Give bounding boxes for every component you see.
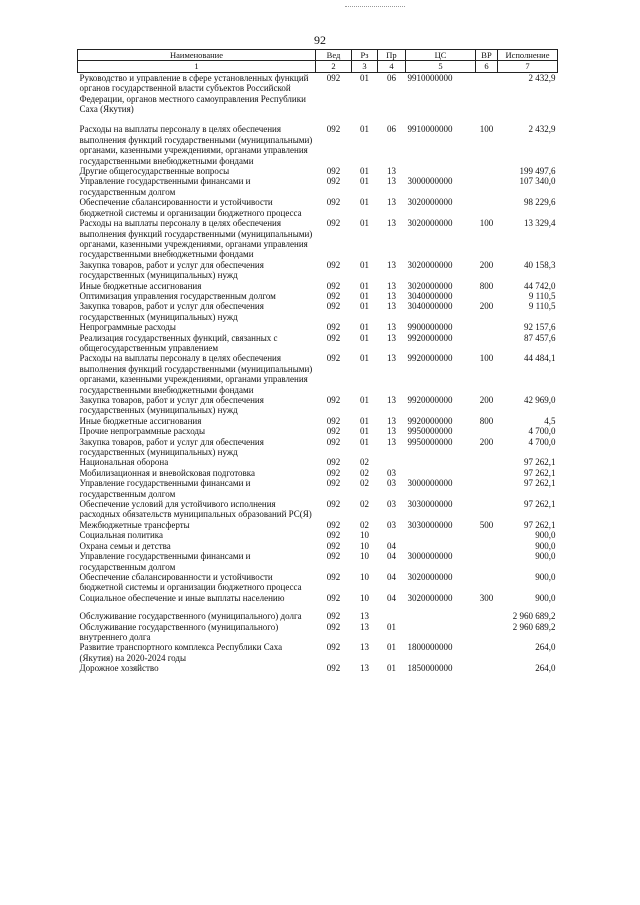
col-header-name: Наименование <box>78 50 316 61</box>
row-name: Закупка товаров, работ и услуг для обеспечения государственных (муниципальных) нужд <box>79 301 264 322</box>
row-rz: 01 <box>360 301 369 312</box>
row-vea: 092 <box>326 395 341 405</box>
row-sum: 9 110,5 <box>528 301 556 312</box>
row-pr: 04 <box>387 540 396 551</box>
row-cs <box>406 541 476 551</box>
row-vea: 092 <box>326 457 341 468</box>
row-vr <box>476 541 498 551</box>
row-name: Управление государственными финансами и государственным долгом <box>79 176 251 197</box>
row-cs: 3000000000 <box>407 551 453 562</box>
row-name: Дорожное хозяйство <box>79 663 159 674</box>
row-rz: 10 <box>360 571 369 582</box>
row-sum: 900,0 <box>535 571 556 582</box>
row-rz: 13 <box>360 611 369 622</box>
row-vea: 092 <box>326 166 341 177</box>
col-header-vea: Вед <box>316 50 352 61</box>
row-pr: 13 <box>387 176 396 187</box>
row-rz: 10 <box>360 551 369 562</box>
table-row <box>78 499 558 520</box>
row-name: Иные бюджетные ассигнования <box>79 415 202 426</box>
row-sum: 2 432,9 <box>528 124 556 135</box>
row-sum: 97 262,1 <box>524 519 556 530</box>
table-row <box>78 572 558 593</box>
row-vea: 092 <box>326 332 341 343</box>
row-vr: 500 <box>479 519 494 530</box>
row-vr <box>476 291 498 301</box>
row-pr: 03 <box>387 519 396 530</box>
row-rz: 01 <box>360 124 369 135</box>
header-number-row <box>78 61 558 72</box>
row-rz: 01 <box>360 259 369 270</box>
row-name: Национальная оборона <box>79 457 169 468</box>
row-rz: 02 <box>360 499 369 510</box>
row-pr: 13 <box>387 426 396 437</box>
row-vr <box>476 176 498 197</box>
row-vr: 200 <box>479 436 494 447</box>
row-vr: 200 <box>479 259 494 270</box>
row-vr <box>476 530 498 540</box>
row-vr: 100 <box>479 353 494 364</box>
row-name: Обеспечение сбалансированности и устойчивости бюджетной системы и организации бюджетного процесса <box>79 197 302 218</box>
row-pr: 13 <box>387 353 396 364</box>
row-vea: 092 <box>326 530 341 541</box>
row-cs: 3000000000 <box>407 176 453 187</box>
row-name: Руководство и управление в сфере установленных функций органов государственной власти субъектов Российской Федерации, органов местного самоуправления Республики Саха (Якутия) <box>79 72 309 115</box>
row-vr: 200 <box>479 301 494 312</box>
row-name: Социальное обеспечение и иные выплаты населению <box>79 592 285 603</box>
row-pr: 01 <box>387 642 396 653</box>
row-sum: 44 484,1 <box>524 353 556 364</box>
row-pr: 13 <box>387 280 396 291</box>
table-row <box>78 530 558 540</box>
row-cs: 9900000000 <box>407 322 453 333</box>
row-sum: 900,0 <box>535 530 556 541</box>
row-vea: 092 <box>326 642 341 653</box>
row-vr <box>476 468 498 478</box>
row-rz: 02 <box>360 519 369 530</box>
row-name: Управление государственными финансами и государственным долгом <box>79 478 251 499</box>
row-sum: 44 742,0 <box>524 280 556 291</box>
row-vr <box>476 72 498 114</box>
row-pr: 06 <box>387 72 396 83</box>
row-sum: 97 262,1 <box>524 467 556 478</box>
row-vr: 200 <box>479 395 494 405</box>
row-name: Обслуживание государственного (муниципального) внутреннего долга <box>79 621 279 642</box>
row-rz: 01 <box>360 197 369 208</box>
table-row <box>78 72 558 114</box>
row-pr: 13 <box>387 332 396 343</box>
row-vea: 092 <box>326 611 341 622</box>
table-row <box>78 260 558 281</box>
row-sum: 42 969,0 <box>524 395 556 405</box>
row-vea: 092 <box>326 280 341 291</box>
row-sum: 4,5 <box>544 415 556 426</box>
row-cs: 9950000000 <box>407 436 453 447</box>
row-sum: 900,0 <box>535 540 556 551</box>
row-cs: 3040000000 <box>407 301 453 312</box>
row-name: Обеспечение сбалансированности и устойчивости бюджетной системы и организации бюджетного процесса <box>79 571 302 593</box>
row-vea: 092 <box>326 218 341 229</box>
row-vr <box>476 642 498 663</box>
row-rz: 01 <box>360 72 369 83</box>
row-cs: 9920000000 <box>407 332 453 343</box>
row-cs <box>406 166 476 176</box>
row-pr <box>378 603 406 621</box>
row-rz: 01 <box>360 395 369 405</box>
page-number: 92 <box>314 33 326 47</box>
row-sum: 97 262,1 <box>524 499 556 510</box>
row-rz: 10 <box>360 530 369 541</box>
row-vea: 092 <box>326 72 341 83</box>
row-pr: 03 <box>387 478 396 489</box>
table-row <box>78 291 558 301</box>
scan-artifact <box>345 6 405 9</box>
row-name: Реализация государственных функций, связанных с общегосударственным управлением <box>79 332 278 353</box>
row-pr: 13 <box>387 322 396 333</box>
row-vr <box>476 166 498 176</box>
row-vea: 092 <box>326 301 341 312</box>
row-vea: 092 <box>326 290 341 301</box>
row-cs: 3000000000 <box>407 478 453 489</box>
col-number: 7 <box>498 61 558 72</box>
row-pr: 13 <box>387 395 396 405</box>
row-name: Оптимизация управления государственным долгом <box>79 290 276 301</box>
row-vr <box>476 572 498 593</box>
table-row <box>78 541 558 551</box>
row-name: Закупка товаров, работ и услуг для обеспечения государственных (муниципальных) нужд <box>79 436 264 458</box>
row-rz: 01 <box>360 332 369 343</box>
table-row <box>78 301 558 322</box>
table-row <box>78 395 558 416</box>
row-cs: 3040000000 <box>407 290 453 301</box>
row-pr: 04 <box>387 571 396 582</box>
row-sum: 2 960 689,2 <box>512 621 556 632</box>
row-cs: 1800000000 <box>407 642 453 653</box>
row-vea: 092 <box>326 436 341 447</box>
row-sum: 92 157,6 <box>524 322 556 333</box>
row-pr: 13 <box>387 218 396 229</box>
row-sum: 98 229,6 <box>524 197 556 208</box>
col-header-sum: Исполнение <box>498 50 558 61</box>
row-rz: 01 <box>360 415 369 426</box>
row-rz: 13 <box>360 642 369 653</box>
row-name: Закупка товаров, работ и услуг для обеспечения государственных (муниципальных) нужд <box>79 395 264 416</box>
row-name: Расходы на выплаты персоналу в целях обеспечения выполнения функций государственными (муниципальными) органами, казенными учреждениями, органами управления государственными внебюджетными фондами <box>79 124 313 166</box>
row-name: Социальная политика <box>79 530 163 541</box>
row-vea: 092 <box>326 621 341 632</box>
row-sum: 97 262,1 <box>524 457 556 468</box>
budget-table <box>77 49 558 674</box>
row-cs <box>406 603 476 621</box>
table-row <box>78 457 558 467</box>
row-vr: 800 <box>479 280 494 291</box>
row-sum: 87 457,6 <box>524 332 556 343</box>
row-pr: 13 <box>387 259 396 270</box>
row-pr <box>378 457 406 467</box>
col-number: 1 <box>78 61 316 72</box>
row-rz: 01 <box>360 166 369 177</box>
row-name: Непрограммные расходы <box>79 322 176 333</box>
col-number: 3 <box>352 61 378 72</box>
row-vr <box>476 622 498 643</box>
row-pr: 13 <box>387 436 396 447</box>
row-vr <box>476 603 498 621</box>
col-header-rz: Рз <box>352 50 378 61</box>
row-sum: 9 110,5 <box>528 290 556 301</box>
table-row <box>78 416 558 426</box>
row-rz: 02 <box>360 478 369 489</box>
row-pr: 01 <box>387 663 396 674</box>
row-vr <box>476 478 498 499</box>
row-cs: 1850000000 <box>407 663 453 674</box>
row-sum: 97 262,1 <box>524 478 556 489</box>
row-rz: 02 <box>360 457 369 468</box>
row-rz: 13 <box>360 663 369 674</box>
row-pr: 03 <box>387 499 396 510</box>
row-cs: 9920000000 <box>407 395 453 405</box>
table-row <box>78 478 558 499</box>
table-row <box>78 197 558 218</box>
row-name: Прочие непрограммные расходы <box>79 426 206 437</box>
row-cs: 3020000000 <box>407 592 453 603</box>
row-name: Обеспечение условий для устойчивого исполнения расходных обязательств муниципальных образований РС(Я) <box>79 499 312 520</box>
table-row <box>78 468 558 478</box>
row-rz: 01 <box>360 426 369 437</box>
row-cs: 9920000000 <box>407 353 453 364</box>
row-cs <box>406 457 476 467</box>
table-row <box>78 322 558 332</box>
table-row <box>78 218 558 260</box>
row-vea: 092 <box>326 519 341 530</box>
row-sum: 13 329,4 <box>524 218 556 229</box>
row-vr: 100 <box>479 124 494 135</box>
row-vr <box>476 322 498 332</box>
row-sum: 40 158,3 <box>524 259 556 270</box>
table-row <box>78 333 558 354</box>
row-vea: 092 <box>326 415 341 426</box>
row-name: Развитие транспортного комплекса Республики Саха (Якутия) на 2020-2024 годы <box>79 642 283 663</box>
row-vr <box>476 663 498 673</box>
row-pr <box>378 530 406 540</box>
row-vea: 092 <box>326 353 341 364</box>
row-vr <box>476 197 498 218</box>
row-vr <box>476 426 498 436</box>
row-vea: 092 <box>326 540 341 551</box>
row-name: Закупка товаров, работ и услуг для обеспечения государственных (муниципальных) нужд <box>79 259 264 281</box>
col-header-cs: ЦС <box>406 50 476 61</box>
row-pr: 04 <box>387 592 396 603</box>
row-name: Межбюджетные трансферты <box>79 519 190 530</box>
col-number: 5 <box>406 61 476 72</box>
row-cs <box>406 468 476 478</box>
row-vea: 092 <box>326 426 341 437</box>
row-rz: 01 <box>360 280 369 291</box>
table-body <box>78 72 558 673</box>
row-vea: 092 <box>326 592 341 603</box>
row-rz: 01 <box>360 322 369 333</box>
row-vea: 092 <box>326 259 341 270</box>
table-row <box>78 593 558 603</box>
row-vea: 092 <box>326 322 341 333</box>
row-vr: 300 <box>479 592 494 603</box>
row-sum: 107 340,0 <box>519 176 556 187</box>
row-name: Иные бюджетные ассигнования <box>79 280 202 291</box>
row-pr: 06 <box>387 124 396 135</box>
row-cs: 3020000000 <box>407 280 453 291</box>
row-sum: 264,0 <box>535 663 556 674</box>
row-vea: 092 <box>326 197 341 208</box>
table-row <box>78 551 558 572</box>
row-cs: 9910000000 <box>407 72 453 83</box>
table-row <box>78 603 558 621</box>
row-rz: 10 <box>360 592 369 603</box>
table-row <box>78 426 558 436</box>
row-pr: 13 <box>387 166 396 177</box>
row-sum: 4 700,0 <box>528 426 556 437</box>
row-vea: 092 <box>326 176 341 187</box>
row-vea: 092 <box>326 499 341 510</box>
row-rz: 10 <box>360 540 369 551</box>
col-number: 4 <box>378 61 406 72</box>
table-row <box>78 166 558 176</box>
table-row <box>78 642 558 663</box>
row-pr: 03 <box>387 467 396 478</box>
row-name: Обслуживание государственного (муниципального) долга <box>79 611 302 622</box>
row-vr <box>476 551 498 572</box>
row-sum: 900,0 <box>535 551 556 562</box>
row-vr <box>476 333 498 354</box>
row-cs: 3020000000 <box>407 571 453 582</box>
row-pr: 13 <box>387 197 396 208</box>
row-sum: 2 960 689,2 <box>512 611 556 622</box>
row-cs: 9950000000 <box>407 426 453 437</box>
row-vea: 092 <box>326 551 341 562</box>
row-vea: 092 <box>326 124 341 135</box>
row-cs: 9920000000 <box>407 415 453 426</box>
table-row <box>78 520 558 530</box>
row-sum: 4 700,0 <box>528 436 556 447</box>
row-sum: 264,0 <box>535 642 556 653</box>
row-cs: 3020000000 <box>407 259 453 270</box>
table-row <box>78 281 558 291</box>
row-vea: 092 <box>326 663 341 674</box>
row-rz: 01 <box>360 290 369 301</box>
row-cs <box>406 530 476 540</box>
row-cs: 3030000000 <box>407 499 453 510</box>
row-name: Охрана семьи и детства <box>79 540 171 551</box>
table-row <box>78 437 558 458</box>
row-pr: 13 <box>387 415 396 426</box>
row-rz: 02 <box>360 467 369 478</box>
table-row <box>78 663 558 673</box>
row-cs: 3030000000 <box>407 519 453 530</box>
row-name: Расходы на выплаты персоналу в целях обеспечения выполнения функций государственными (муниципальными) органами, казенными учреждениями, органами управления государственными внебюджетными фондами <box>79 218 313 260</box>
row-rz: 13 <box>360 621 369 632</box>
row-rz: 01 <box>360 436 369 447</box>
table-row <box>78 622 558 643</box>
table-row <box>78 353 558 395</box>
col-header-pr: Пр <box>378 50 406 61</box>
row-cs: 3020000000 <box>407 197 453 208</box>
row-cs <box>406 622 476 643</box>
row-sum: 2 432,9 <box>528 72 556 83</box>
row-vr <box>476 457 498 467</box>
row-pr: 01 <box>387 621 396 632</box>
col-header-vr: ВР <box>476 50 498 61</box>
col-number: 6 <box>476 61 498 72</box>
row-vr: 100 <box>479 218 494 229</box>
col-number: 2 <box>316 61 352 72</box>
row-pr: 13 <box>387 301 396 312</box>
row-sum: 199 497,6 <box>519 166 556 177</box>
row-rz: 01 <box>360 176 369 187</box>
row-vr <box>476 499 498 520</box>
row-rz: 01 <box>360 218 369 229</box>
header-row <box>78 50 558 61</box>
row-vea: 092 <box>326 478 341 489</box>
row-cs: 9910000000 <box>407 124 453 135</box>
table-row <box>78 114 558 166</box>
row-name: Управление государственными финансами и государственным долгом <box>79 551 251 572</box>
row-name: Мобилизационная и вневойсковая подготовка <box>79 467 256 478</box>
row-vr: 800 <box>479 415 494 426</box>
row-pr: 04 <box>387 551 396 562</box>
row-vea: 092 <box>326 571 341 582</box>
row-cs: 3020000000 <box>407 218 453 229</box>
table-row <box>78 176 558 197</box>
row-sum: 900,0 <box>535 592 556 603</box>
row-name: Другие общегосударственные вопросы <box>79 166 230 177</box>
row-vea: 092 <box>326 467 341 478</box>
row-rz: 01 <box>360 353 369 364</box>
row-pr: 13 <box>387 290 396 301</box>
row-name: Расходы на выплаты персоналу в целях обеспечения выполнения функций государственными (муниципальными) органами, казенными учреждениями, органами управления государственными внебюджетными фондами <box>79 353 313 395</box>
